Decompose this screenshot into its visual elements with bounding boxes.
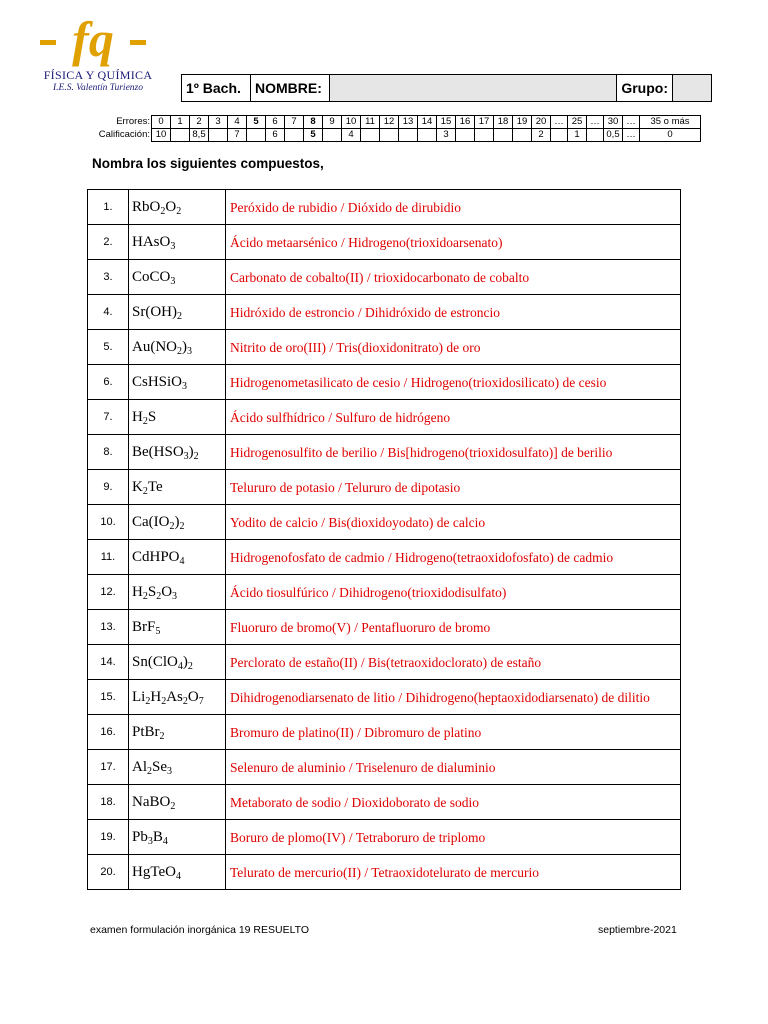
compound-answer: Dihidrogenodiarsenato de litio / Dihidrogeno(heptaoxidodiarsenato) de dilitio xyxy=(226,680,681,715)
compound-formula xyxy=(129,750,226,785)
formula-subscript: 2 xyxy=(187,660,193,672)
footer-left: examen formulación inorgánica 19 RESUELTO xyxy=(90,924,310,936)
compound-formula xyxy=(129,295,226,330)
errors-cell: 18 xyxy=(494,116,513,129)
compound-row xyxy=(88,855,681,890)
formula-part: Sr(OH) xyxy=(132,303,177,320)
compound-number: 5. xyxy=(88,330,129,365)
errors-cell: 10 xyxy=(342,116,361,129)
compound-answer: Peróxido de rubidio / Dióxido de dirubidio xyxy=(226,190,681,225)
formula-part: Li xyxy=(132,688,146,705)
grade-cell: 1 xyxy=(568,129,587,142)
formula-subscript: 2 xyxy=(182,695,188,707)
formula-subscript: 5 xyxy=(155,625,161,637)
compound-number: 6. xyxy=(88,365,129,400)
grade-cell xyxy=(361,129,380,142)
compound-row xyxy=(88,540,681,575)
compound-row xyxy=(88,505,681,540)
compound-row xyxy=(88,435,681,470)
formula-subscript: 3 xyxy=(172,590,178,602)
instruction-text: Nombra los siguientes compuestos, xyxy=(92,156,324,171)
grade-cell: 5 xyxy=(304,129,323,142)
formula-part: H xyxy=(132,583,143,600)
errors-cell: 7 xyxy=(285,116,304,129)
compound-row xyxy=(88,575,681,610)
formula-part: ) xyxy=(182,653,188,670)
formula-subscript: 3 xyxy=(187,345,192,357)
name-label: NOMBRE: xyxy=(251,75,330,102)
errors-cell: … xyxy=(551,116,568,129)
footer-right: septiembre-2021 xyxy=(598,924,677,936)
compound-number: 17. xyxy=(88,750,129,785)
formula-subscript: 2 xyxy=(170,800,176,812)
course-label: 1º Bach. xyxy=(182,75,251,102)
formula-subscript: 2 xyxy=(142,590,148,602)
name-field[interactable] xyxy=(330,75,617,102)
grade-cell: 0,5 xyxy=(604,129,623,142)
errors-cell: 12 xyxy=(380,116,399,129)
formula-part: Be(HSO xyxy=(132,443,184,460)
compound-number: 2. xyxy=(88,225,129,260)
formula-part: CoCO xyxy=(132,268,171,285)
grade-label: Calificación: xyxy=(98,129,150,140)
grade-cell xyxy=(456,129,475,142)
grade-cell xyxy=(475,129,494,142)
compounds-table xyxy=(87,189,681,890)
logo-school: I.E.S. Valentín Turienzo xyxy=(53,83,143,93)
formula-subscript: 3 xyxy=(170,275,176,287)
compound-answer: Yodito de calcio / Bis(dioxidoyodato) de calcio xyxy=(226,505,681,540)
compound-number: 4. xyxy=(88,295,129,330)
compound-row xyxy=(88,645,681,680)
formula-part: CsHSiO xyxy=(132,373,183,390)
compound-row xyxy=(88,400,681,435)
formula-subscript: 4 xyxy=(177,660,183,672)
formula-subscript: 2 xyxy=(169,520,175,532)
grade-cell xyxy=(323,129,342,142)
compound-answer: Metaborato de sodio / Dioxidoborato de sodio xyxy=(226,785,681,820)
errors-cell: 6 xyxy=(266,116,285,129)
errors-cell: … xyxy=(587,116,604,129)
formula-part: B xyxy=(152,828,163,845)
compound-formula xyxy=(129,575,226,610)
compound-answer: Hidróxido de estroncio / Dihidróxido de estroncio xyxy=(226,295,681,330)
compound-answer: Selenuro de aluminio / Triselenuro de dialuminio xyxy=(226,750,681,785)
formula-subscript: 3 xyxy=(183,450,189,462)
formula-subscript: 3 xyxy=(167,765,172,777)
formula-part: ) xyxy=(174,513,180,530)
compound-answer: Ácido sulfhídrico / Sulfuro de hidrógeno xyxy=(226,400,681,435)
group-field[interactable] xyxy=(673,75,712,102)
compound-row xyxy=(88,190,681,225)
compound-formula xyxy=(129,645,226,680)
formula-subscript: 2 xyxy=(159,730,165,742)
compound-row xyxy=(88,330,681,365)
formula-subscript: 2 xyxy=(145,695,151,707)
formula-subscript: 2 xyxy=(142,485,148,497)
grade-cell xyxy=(418,129,437,142)
formula-part: Au(NO xyxy=(132,338,177,355)
grade-cell: 4 xyxy=(342,129,361,142)
grade-cell: 8,5 xyxy=(190,129,209,142)
grade-cell xyxy=(399,129,418,142)
grade-cell: … xyxy=(623,129,640,142)
formula-subscript: 2 xyxy=(176,205,182,217)
formula-part: H xyxy=(150,688,162,705)
formula-part: Sn(ClO xyxy=(132,653,178,670)
compound-answer: Perclorato de estaño(II) / Bis(tetraoxidoclorato) de estaño xyxy=(226,645,681,680)
formula-part: CdHPO xyxy=(132,548,180,565)
compound-number: 16. xyxy=(88,715,129,750)
compound-row xyxy=(88,225,681,260)
errors-cell: … xyxy=(623,116,640,129)
compound-answer: Telururo de potasio / Telururo de dipotasio xyxy=(226,470,681,505)
formula-part: S xyxy=(147,583,157,600)
formula-part: Pb xyxy=(132,828,148,845)
fq-logo-icon xyxy=(38,12,148,76)
formula-subscript: 3 xyxy=(147,835,153,847)
formula-subscript: 3 xyxy=(182,380,188,392)
compound-formula xyxy=(129,715,226,750)
errors-cell: 5 xyxy=(247,116,266,129)
formula-subscript: 2 xyxy=(161,695,167,707)
group-label: Grupo: xyxy=(617,75,673,102)
formula-part: NaBO xyxy=(132,793,171,810)
errors-cell: 16 xyxy=(456,116,475,129)
formula-part: Al xyxy=(132,758,147,775)
compound-number: 13. xyxy=(88,610,129,645)
school-logo xyxy=(38,12,158,102)
formula-part: O xyxy=(149,198,161,215)
formula-subscript: 2 xyxy=(142,415,148,427)
grade-cell xyxy=(551,129,568,142)
errors-cell: 0 xyxy=(152,116,171,129)
formula-part: Te xyxy=(147,478,163,495)
formula-subscript: 2 xyxy=(156,590,162,602)
formula-part: BrF xyxy=(132,618,156,635)
formula-subscript: 2 xyxy=(160,205,166,217)
errors-cell: 4 xyxy=(228,116,247,129)
logo-title: FÍSICA Y QUÍMICA xyxy=(43,68,153,82)
errors-cell: 9 xyxy=(323,116,342,129)
formula-part: As xyxy=(166,688,183,705)
formula-part: Ca(IO xyxy=(132,513,170,530)
compound-formula xyxy=(129,400,226,435)
compound-answer: Carbonato de cobalto(II) / trioxidocarbonato de cobalto xyxy=(226,260,681,295)
compound-row xyxy=(88,610,681,645)
grade-cell: 2 xyxy=(532,129,551,142)
formula-part: O xyxy=(187,688,199,705)
errors-cell: 15 xyxy=(437,116,456,129)
formula-part: S xyxy=(147,408,157,425)
formula-subscript: 2 xyxy=(179,520,185,532)
compound-number: 14. xyxy=(88,645,129,680)
compound-formula xyxy=(129,365,226,400)
formula-subscript: 2 xyxy=(193,450,199,462)
compound-row xyxy=(88,750,681,785)
formula-subscript: 4 xyxy=(162,835,168,847)
grade-cell: 3 xyxy=(437,129,456,142)
compound-answer: Hidrogenosulfito de berilio / Bis[hidrogeno(trioxidosulfato)] de berilio xyxy=(226,435,681,470)
compound-formula xyxy=(129,330,226,365)
compound-number: 18. xyxy=(88,785,129,820)
formula-part: O xyxy=(165,198,177,215)
formula-part: ) xyxy=(188,443,194,460)
compound-number: 20. xyxy=(88,855,129,890)
grade-cell xyxy=(587,129,604,142)
errors-cell: 13 xyxy=(399,116,418,129)
grade-cell: 7 xyxy=(228,129,247,142)
grade-cell xyxy=(171,129,190,142)
grade-cell: 6 xyxy=(266,129,285,142)
compound-answer: Bromuro de platino(II) / Dibromuro de platino xyxy=(226,715,681,750)
compound-number: 10. xyxy=(88,505,129,540)
compound-formula xyxy=(129,820,226,855)
compound-number: 8. xyxy=(88,435,129,470)
formula-subscript: 2 xyxy=(177,310,182,322)
formula-subscript: 2 xyxy=(147,765,152,777)
compound-answer: Hidrogenometasilicato de cesio / Hidrogeno(trioxidosilicato) de cesio xyxy=(226,365,681,400)
compound-number: 3. xyxy=(88,260,129,295)
compound-answer: Telurato de mercurio(II) / Tetraoxidotelurato de mercurio xyxy=(226,855,681,890)
errors-cell: 35 o más xyxy=(640,116,701,129)
compound-formula xyxy=(129,435,226,470)
logo-mark: fq xyxy=(72,12,114,67)
student-header xyxy=(181,74,712,102)
compound-number: 19. xyxy=(88,820,129,855)
compound-answer: Ácido tiosulfúrico / Dihidrogeno(trioxidodisulfato) xyxy=(226,575,681,610)
formula-part: PtBr xyxy=(132,723,160,740)
formula-part: Se xyxy=(152,758,167,775)
compound-number: 1. xyxy=(88,190,129,225)
compound-formula xyxy=(129,260,226,295)
errors-cell: 1 xyxy=(171,116,190,129)
errors-cell: 3 xyxy=(209,116,228,129)
compound-number: 15. xyxy=(88,680,129,715)
grade-cell xyxy=(494,129,513,142)
compound-answer: Fluoruro de bromo(V) / Pentafluoruro de bromo xyxy=(226,610,681,645)
formula-part: O xyxy=(161,583,173,600)
grade-cell: 10 xyxy=(152,129,171,142)
errors-cell: 11 xyxy=(361,116,380,129)
grade-cell xyxy=(209,129,228,142)
compound-row xyxy=(88,260,681,295)
formula-part: ) xyxy=(182,338,187,355)
errors-cell: 8 xyxy=(304,116,323,129)
errors-cell: 20 xyxy=(532,116,551,129)
errors-cell: 19 xyxy=(513,116,532,129)
compound-formula xyxy=(129,225,226,260)
formula-part: HgTeO xyxy=(132,863,176,880)
errors-cell: 2 xyxy=(190,116,209,129)
formula-part: H xyxy=(132,408,143,425)
formula-part: K xyxy=(132,478,143,495)
formula-subscript: 7 xyxy=(198,695,204,707)
errors-cell: 30 xyxy=(604,116,623,129)
formula-subscript: 3 xyxy=(170,240,176,252)
compound-formula xyxy=(129,505,226,540)
grade-cell xyxy=(380,129,399,142)
grade-cell: 0 xyxy=(640,129,701,142)
compound-number: 11. xyxy=(88,540,129,575)
compound-formula xyxy=(129,680,226,715)
compound-row xyxy=(88,295,681,330)
compound-number: 9. xyxy=(88,470,129,505)
errors-cell: 17 xyxy=(475,116,494,129)
compound-number: 12. xyxy=(88,575,129,610)
formula-subscript: 4 xyxy=(175,870,181,882)
compound-formula xyxy=(129,785,226,820)
compound-row xyxy=(88,365,681,400)
compound-row xyxy=(88,820,681,855)
compound-formula xyxy=(129,470,226,505)
compound-answer: Hidrogenofosfato de cadmio / Hidrogeno(tetraoxidofosfato) de cadmio xyxy=(226,540,681,575)
compound-row xyxy=(88,785,681,820)
compound-formula xyxy=(129,540,226,575)
compound-row xyxy=(88,470,681,505)
formula-subscript: 2 xyxy=(177,345,182,357)
compound-number: 7. xyxy=(88,400,129,435)
errors-cell: 14 xyxy=(418,116,437,129)
grade-cell xyxy=(513,129,532,142)
formula-subscript: 4 xyxy=(179,555,185,567)
compound-answer: Nitrito de oro(III) / Tris(dioxidonitrato) de oro xyxy=(226,330,681,365)
formula-part: HAsO xyxy=(132,233,171,250)
errors-label: Errores: xyxy=(116,116,150,127)
grade-cell xyxy=(247,129,266,142)
compound-row xyxy=(88,680,681,715)
compound-answer: Boruro de plomo(IV) / Tetraboruro de triplomo xyxy=(226,820,681,855)
compound-formula xyxy=(129,610,226,645)
compound-row xyxy=(88,715,681,750)
grading-scale xyxy=(70,115,701,142)
grade-cell xyxy=(285,129,304,142)
compound-formula xyxy=(129,855,226,890)
formula-part: Rb xyxy=(132,198,150,215)
compound-formula xyxy=(129,190,226,225)
compound-answer: Ácido metaarsénico / Hidrogeno(trioxidoarsenato) xyxy=(226,225,681,260)
errors-cell: 25 xyxy=(568,116,587,129)
